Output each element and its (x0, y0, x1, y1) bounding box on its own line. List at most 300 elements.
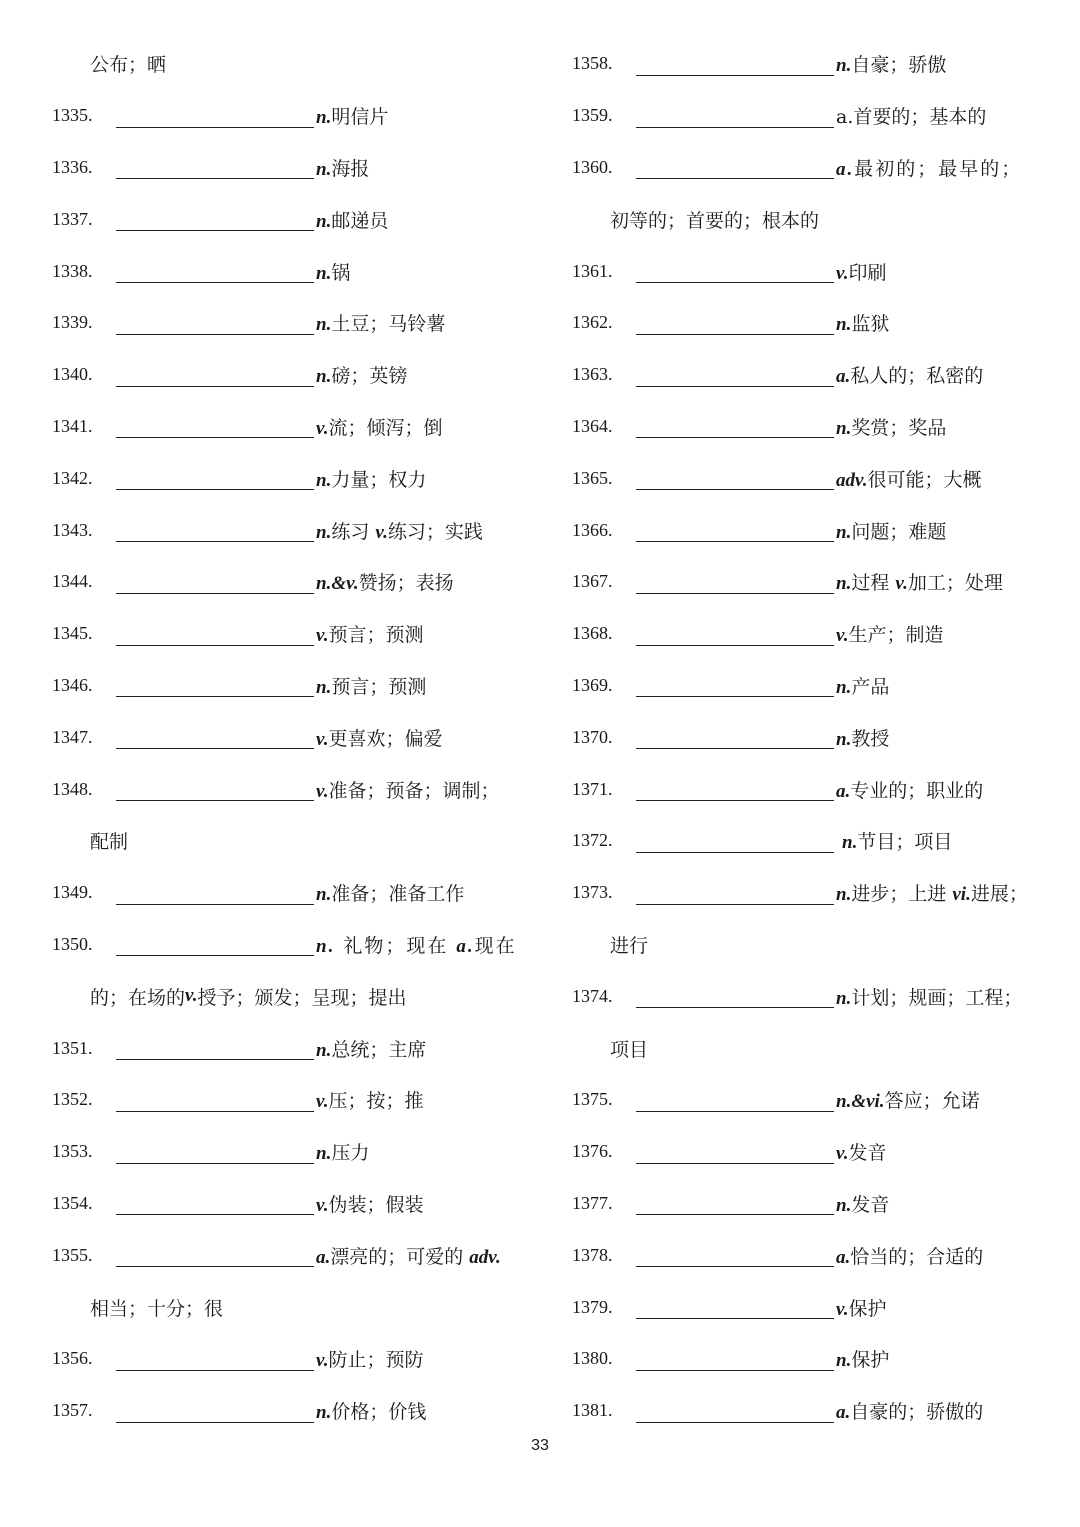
vocab-entry (572, 1385, 1042, 1437)
entry-number: 1380. (572, 1348, 613, 1369)
definition-text: 很可能；大概 (867, 468, 982, 491)
entry-number: 1343. (52, 519, 93, 540)
definition (836, 102, 986, 129)
definition-text: 项目 (610, 1038, 649, 1061)
part-of-speech: a. (836, 780, 851, 802)
definition-text: 预言；预测 (328, 624, 424, 647)
definition (836, 413, 946, 440)
definition-text: 压力 (331, 1142, 370, 1165)
entry-number: 1356. (52, 1348, 93, 1369)
continuation-line (572, 919, 1042, 971)
definition (316, 361, 407, 388)
definition (316, 1190, 424, 1217)
definition (316, 413, 443, 440)
entry-number: 1374. (572, 985, 613, 1006)
vocab-entry (572, 1178, 1042, 1230)
definition-text: 答应；允诺 (884, 1090, 980, 1113)
definition (316, 1397, 426, 1424)
definition-text: 进展； (970, 883, 1028, 906)
definition-text: 土豆；马铃薯 (331, 313, 446, 336)
part-of-speech: n. (836, 1350, 852, 1372)
part-of-speech: v. (316, 728, 329, 750)
part-of-speech: n. (836, 573, 852, 595)
vocab-entry (572, 38, 1042, 90)
vocab-entry (52, 193, 522, 245)
entry-number: 1371. (572, 778, 613, 799)
part-of-speech: v. (316, 780, 329, 802)
answer-blank[interactable] (116, 469, 314, 490)
continuation-line (572, 193, 1042, 245)
answer-blank[interactable] (636, 884, 834, 905)
answer-blank[interactable] (636, 573, 834, 594)
vocab-entry (572, 815, 1042, 867)
part-of-speech: n. (836, 884, 852, 906)
definition-text: 赞扬；表扬 (358, 572, 454, 595)
definition-text: 准备；预备；调制； (328, 779, 500, 802)
definition-text: 进行 (610, 934, 649, 957)
answer-blank[interactable] (116, 417, 314, 438)
definition-text: 保护 (848, 1297, 887, 1320)
definition-text: 私人的；私密的 (850, 365, 984, 388)
definition (316, 102, 388, 129)
definition-text: 自豪的；骄傲的 (850, 1401, 984, 1424)
answer-blank[interactable] (116, 573, 314, 594)
definition-text: 流；倾泻；倒 (328, 416, 443, 439)
definition (836, 1242, 983, 1269)
continuation-line (52, 38, 522, 90)
entry-number: 1337. (52, 208, 93, 229)
entry-number: 1379. (572, 1296, 613, 1317)
answer-blank[interactable] (636, 417, 834, 438)
answer-blank[interactable] (116, 366, 314, 387)
definition (836, 879, 1028, 906)
answer-blank[interactable] (636, 158, 834, 179)
definition-text: 总统；主席 (331, 1038, 427, 1061)
vocab-entry (52, 1333, 522, 1385)
definition-text: 相当；十分；很 (90, 1297, 224, 1320)
entry-number: 1346. (52, 674, 93, 695)
answer-blank[interactable] (116, 676, 314, 697)
definition (836, 1397, 983, 1424)
left-column (52, 38, 522, 1437)
definition-text: 产品 (851, 675, 890, 698)
part-of-speech: v. (316, 1194, 329, 1216)
entry-number: 1353. (52, 1141, 93, 1162)
entry-number: 1350. (52, 933, 93, 954)
entry-number: 1340. (52, 364, 93, 385)
part-of-speech: v. (836, 1298, 849, 1320)
answer-blank[interactable] (636, 1402, 834, 1423)
definition (836, 465, 982, 492)
definition (316, 465, 426, 492)
vocab-entry (52, 504, 522, 556)
definition-text: 准备；准备工作 (331, 883, 465, 906)
vocab-entry (52, 349, 522, 401)
answer-blank[interactable] (116, 1039, 314, 1060)
answer-blank[interactable] (636, 366, 834, 387)
definition-text: 印刷 (848, 261, 887, 284)
vocab-entry (52, 556, 522, 608)
part-of-speech: n. (316, 107, 332, 129)
answer-blank[interactable] (116, 1091, 314, 1112)
vocab-entry (572, 1333, 1042, 1385)
vocab-entry (52, 763, 522, 815)
definition (316, 517, 483, 544)
definition (836, 309, 889, 336)
part-of-speech: n. (836, 55, 852, 77)
definition (316, 309, 445, 336)
answer-blank[interactable] (636, 262, 834, 283)
part-of-speech: n.&vi. (836, 1091, 885, 1113)
vocab-entry (572, 1229, 1042, 1281)
part-of-speech: v. (375, 521, 388, 543)
vocab-entry (52, 245, 522, 297)
vocab-entry (572, 142, 1042, 194)
entry-number: 1358. (572, 53, 613, 74)
definition-text: 明信片 (331, 106, 389, 129)
part-of-speech: n. (836, 417, 852, 439)
part-of-speech: n. (316, 935, 336, 957)
definition-text: 压；按；推 (328, 1090, 424, 1113)
part-of-speech: adv. (469, 1246, 501, 1268)
answer-blank[interactable] (116, 107, 314, 128)
part-of-speech: n. (316, 1402, 332, 1424)
entry-number: 1336. (52, 156, 93, 177)
answer-blank[interactable] (116, 1194, 314, 1215)
entry-number: 1349. (52, 882, 93, 903)
definition (316, 620, 424, 647)
definition-text: 漂亮的；可爱的 (330, 1245, 470, 1268)
answer-blank[interactable] (116, 210, 314, 231)
entry-number: 1338. (52, 260, 93, 281)
vocab-entry (572, 349, 1042, 401)
continuation-line (52, 970, 522, 1022)
part-of-speech: a. (836, 158, 855, 180)
definition (836, 517, 946, 544)
part-of-speech: n. (316, 1143, 332, 1165)
definition (836, 1086, 980, 1113)
answer-blank[interactable] (116, 884, 314, 905)
definition-text: 练习 (331, 520, 376, 543)
part-of-speech: n. (836, 987, 852, 1009)
entry-number: 1377. (572, 1192, 613, 1213)
entry-number: 1342. (52, 467, 93, 488)
vocab-entry (572, 1074, 1042, 1126)
answer-blank[interactable] (116, 1143, 314, 1164)
answer-blank[interactable] (636, 1194, 834, 1215)
part-of-speech: v. (836, 625, 849, 647)
entry-number: 1364. (572, 415, 613, 436)
definition (316, 206, 388, 233)
vocab-entry (572, 1126, 1042, 1178)
answer-blank[interactable] (636, 832, 834, 853)
definition (836, 1345, 889, 1372)
definition-text: 最初的；最早的； (854, 157, 1023, 180)
vocab-entry (52, 919, 522, 971)
definition-text: 保护 (851, 1349, 890, 1372)
part-of-speech: n. (316, 314, 332, 336)
vocab-entry (572, 556, 1042, 608)
definition (316, 1086, 424, 1113)
definition (836, 827, 952, 854)
answer-blank[interactable] (636, 1091, 834, 1112)
continuation-line (52, 1281, 522, 1333)
definition-text: 现在 (474, 934, 517, 957)
vocab-entry (572, 763, 1042, 815)
definition-text: 节目；项目 (857, 831, 953, 854)
definition (836, 361, 983, 388)
entry-number: 1359. (572, 105, 613, 126)
vocab-entry (572, 608, 1042, 660)
entry-number: 1369. (572, 674, 613, 695)
definition-text: 发音 (848, 1142, 887, 1165)
entry-number: 1367. (572, 571, 613, 592)
vocab-entry (572, 297, 1042, 349)
definition (836, 154, 1022, 181)
vocab-entry (52, 867, 522, 919)
definition-text: 力量；权力 (331, 468, 427, 491)
part-of-speech: v. (316, 1091, 329, 1113)
answer-blank[interactable] (116, 262, 314, 283)
part-of-speech: v. (836, 262, 849, 284)
answer-blank[interactable] (116, 780, 314, 801)
definition-text: 配制 (90, 831, 129, 854)
answer-blank[interactable] (116, 521, 314, 542)
vocab-entry (572, 245, 1042, 297)
definition-text: 防止；预防 (328, 1349, 424, 1372)
entry-number: 1345. (52, 623, 93, 644)
answer-blank[interactable] (636, 1350, 834, 1371)
answer-blank[interactable] (636, 55, 834, 76)
answer-blank[interactable] (636, 1143, 834, 1164)
entry-number: 1376. (572, 1141, 613, 1162)
part-of-speech: n. (842, 832, 858, 854)
vocab-entry (52, 1126, 522, 1178)
definition-text: 的；在场的 (90, 986, 186, 1009)
vocab-entry (572, 504, 1042, 556)
part-of-speech: v. (316, 417, 329, 439)
entry-number: 1348. (52, 778, 93, 799)
part-of-speech: n. (316, 884, 332, 906)
part-of-speech: n. (316, 366, 332, 388)
vocab-entry (572, 970, 1042, 1022)
definition (316, 1345, 424, 1372)
part-of-speech: n. (316, 262, 332, 284)
part-of-speech: a. (316, 1246, 331, 1268)
answer-blank[interactable] (636, 676, 834, 697)
part-of-speech: vi. (952, 884, 971, 906)
part-of-speech: n. (316, 676, 332, 698)
definition (836, 1190, 889, 1217)
answer-blank[interactable] (116, 935, 314, 956)
entry-number: 1357. (52, 1400, 93, 1421)
answer-blank[interactable] (636, 107, 834, 128)
definition (836, 672, 889, 699)
definition (836, 724, 889, 751)
entry-number: 1339. (52, 312, 93, 333)
definition (836, 620, 944, 647)
vocab-entry (52, 142, 522, 194)
definition-text: 问题；难题 (851, 520, 947, 543)
entry-number: 1362. (572, 312, 613, 333)
page-number: 33 (531, 1437, 549, 1454)
definition (316, 776, 500, 803)
entry-number: 1363. (572, 364, 613, 385)
definition (836, 568, 1003, 595)
definition-text: 邮递员 (331, 209, 389, 232)
part-of-speech: n. (316, 158, 332, 180)
definition (836, 983, 1022, 1010)
answer-blank[interactable] (116, 314, 314, 335)
definition-text: 练习；实践 (387, 520, 483, 543)
part-of-speech: n. (836, 1194, 852, 1216)
vocab-entry (52, 608, 522, 660)
part-of-speech: n. (316, 1039, 332, 1061)
answer-blank[interactable] (636, 1298, 834, 1319)
continuation-line (572, 1022, 1042, 1074)
definition-text: 监狱 (851, 313, 890, 336)
definition (836, 1294, 887, 1321)
definition-text: 伪装；假装 (328, 1193, 424, 1216)
answer-blank[interactable] (636, 780, 834, 801)
vocab-entry (52, 1074, 522, 1126)
part-of-speech: n. (836, 521, 852, 543)
definition-text: 加工；处理 (907, 572, 1003, 595)
part-of-speech: n. (316, 469, 332, 491)
definition-text: 进步；上进 (851, 883, 953, 906)
part-of-speech: v. (836, 1143, 849, 1165)
entry-number: 1375. (572, 1089, 613, 1110)
definition-text: 自豪；骄傲 (851, 54, 947, 77)
entry-number: 1381. (572, 1400, 613, 1421)
vocab-entry (572, 711, 1042, 763)
definition (836, 1138, 887, 1165)
definition (316, 154, 369, 181)
part-of-speech: v. (316, 1350, 329, 1372)
definition (316, 1242, 501, 1269)
part-of-speech: n. (836, 314, 852, 336)
vocab-entry (572, 401, 1042, 453)
answer-blank[interactable] (636, 728, 834, 749)
definition-text: 奖赏；奖品 (851, 416, 947, 439)
answer-blank[interactable] (636, 625, 834, 646)
vocab-entry (52, 1229, 522, 1281)
definition-text: 计划；规画；工程； (851, 986, 1023, 1009)
answer-blank[interactable] (116, 158, 314, 179)
answer-blank[interactable] (636, 469, 834, 490)
vocab-entry (572, 1281, 1042, 1333)
definition (316, 724, 443, 751)
entry-number: 1347. (52, 726, 93, 747)
answer-blank[interactable] (116, 625, 314, 646)
entry-number: 1335. (52, 105, 93, 126)
entry-number: 1366. (572, 519, 613, 540)
entry-number: 1372. (572, 830, 613, 851)
answer-blank[interactable] (116, 728, 314, 749)
part-of-speech: a. (836, 1402, 851, 1424)
answer-blank[interactable] (116, 1350, 314, 1371)
part-of-speech: n. (836, 676, 852, 698)
entry-number: 1355. (52, 1244, 93, 1265)
definition (316, 672, 426, 699)
definition-text: 发音 (851, 1193, 890, 1216)
definition-text: 教授 (851, 727, 890, 750)
answer-blank[interactable] (116, 1402, 314, 1423)
definition-text: 过程 (851, 572, 896, 595)
part-of-speech: a. (836, 366, 851, 388)
part-of-speech: n. (316, 210, 332, 232)
definition-text: 生产；制造 (848, 624, 944, 647)
definition (836, 776, 983, 803)
definition (316, 1138, 369, 1165)
entry-number: 1344. (52, 571, 93, 592)
vocab-entry (52, 452, 522, 504)
definition (316, 258, 350, 285)
definition-text: 更喜欢；偏爱 (328, 727, 443, 750)
definition-text: 价格；价钱 (331, 1401, 427, 1424)
entry-number: 1365. (572, 467, 613, 488)
vocab-entry (52, 1022, 522, 1074)
answer-blank[interactable] (636, 521, 834, 542)
part-of-speech: v. (895, 573, 908, 595)
entry-number: 1354. (52, 1192, 93, 1213)
entry-number: 1368. (572, 623, 613, 644)
definition-text: a.首要的；基本的 (836, 106, 987, 129)
vocab-entry (52, 1385, 522, 1437)
entry-number: 1378. (572, 1244, 613, 1265)
answer-blank[interactable] (636, 314, 834, 335)
entry-number: 1341. (52, 415, 93, 436)
definition (316, 1035, 426, 1062)
definition-text: 磅；英镑 (331, 365, 408, 388)
right-column (572, 38, 1042, 1437)
definition-text: 海报 (331, 157, 370, 180)
answer-blank[interactable] (636, 1246, 834, 1267)
definition-text: 授予；颁发；呈现；提出 (197, 986, 407, 1009)
vocab-entry (52, 1178, 522, 1230)
answer-blank[interactable] (636, 987, 834, 1008)
part-of-speech: adv. (836, 469, 868, 491)
part-of-speech: a. (836, 1246, 851, 1268)
definition (836, 258, 887, 285)
entry-number: 1370. (572, 726, 613, 747)
part-of-speech: n. (836, 728, 852, 750)
vocab-entry (572, 452, 1042, 504)
entry-number: 1360. (572, 156, 613, 177)
definition-text: 公布；晒 (90, 54, 167, 77)
vocab-entry (572, 867, 1042, 919)
vocab-entry (52, 711, 522, 763)
part-of-speech: a. (456, 935, 475, 957)
part-of-speech: n. (316, 521, 332, 543)
entry-number: 1373. (572, 882, 613, 903)
vocab-entry (572, 90, 1042, 142)
vocab-entry (52, 297, 522, 349)
answer-blank[interactable] (116, 1246, 314, 1267)
entry-number: 1351. (52, 1037, 93, 1058)
definition (316, 931, 517, 958)
definition (316, 568, 454, 595)
definition-text: 专业的；职业的 (850, 779, 984, 802)
definition (316, 879, 464, 906)
part-of-speech: v. (185, 985, 198, 1007)
part-of-speech: v. (316, 625, 329, 647)
vocab-entry (52, 401, 522, 453)
entry-number: 1361. (572, 260, 613, 281)
definition (836, 50, 946, 77)
continuation-line (52, 815, 522, 867)
vocab-entry (52, 660, 522, 712)
